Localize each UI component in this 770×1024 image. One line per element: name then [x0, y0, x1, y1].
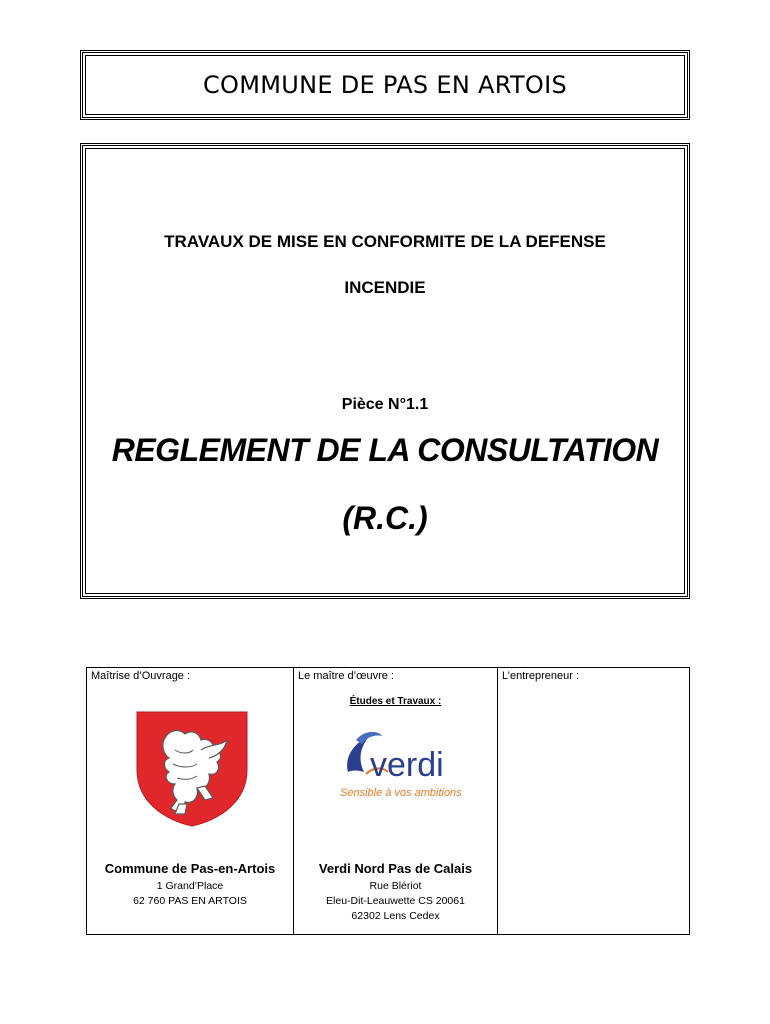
moe-name: Verdi Nord Pas de Calais: [318, 861, 473, 876]
moe-address-line1: Rue Blériot: [369, 880, 422, 892]
moe-subheading: Études et Travaux :: [349, 696, 442, 707]
moa-address-line2: 62 760 PAS EN ARTOIS: [133, 895, 247, 907]
moe-heading: Le maître d’œuvre :: [298, 670, 394, 682]
document-title: REGLEMENT DE LA CONSULTATION: [111, 432, 659, 468]
parties-table: [86, 667, 690, 935]
document-abbreviation: (R.C.): [342, 500, 428, 536]
verdi-logo-icon: [338, 720, 478, 800]
moa-cell: [87, 668, 294, 934]
works-title-line1: TRAVAUX DE MISE EN CONFORMITE DE LA DEFENSE: [164, 232, 606, 251]
commune-title: COMMUNE DE PAS EN ARTOIS: [202, 71, 568, 99]
moa-name: Commune de Pas-en-Artois: [104, 861, 276, 876]
moe-address-line3: 62302 Lens Cedex: [351, 910, 440, 922]
cover-title-box: [80, 143, 690, 599]
moa-heading: Maîtrise d’Ouvrage :: [91, 670, 191, 682]
contractor-heading: L’entrepreneur :: [502, 670, 580, 682]
moe-address-line2: Eleu-Dit-Leauwette CS 20061: [326, 895, 465, 907]
piece-number: Pièce N°1.1: [341, 396, 429, 413]
commune-header-box: [80, 50, 690, 120]
lion-shield-icon: [135, 710, 249, 828]
contractor-cell: [498, 668, 689, 934]
verdi-logo-tagline: Sensible à vos ambitions: [340, 787, 462, 799]
works-title-line2: INCENDIE: [344, 278, 426, 297]
moa-address-line1: 1 Grand’Place: [156, 880, 224, 892]
moe-cell: [294, 668, 498, 934]
verdi-logo-text: verdi: [370, 746, 444, 784]
